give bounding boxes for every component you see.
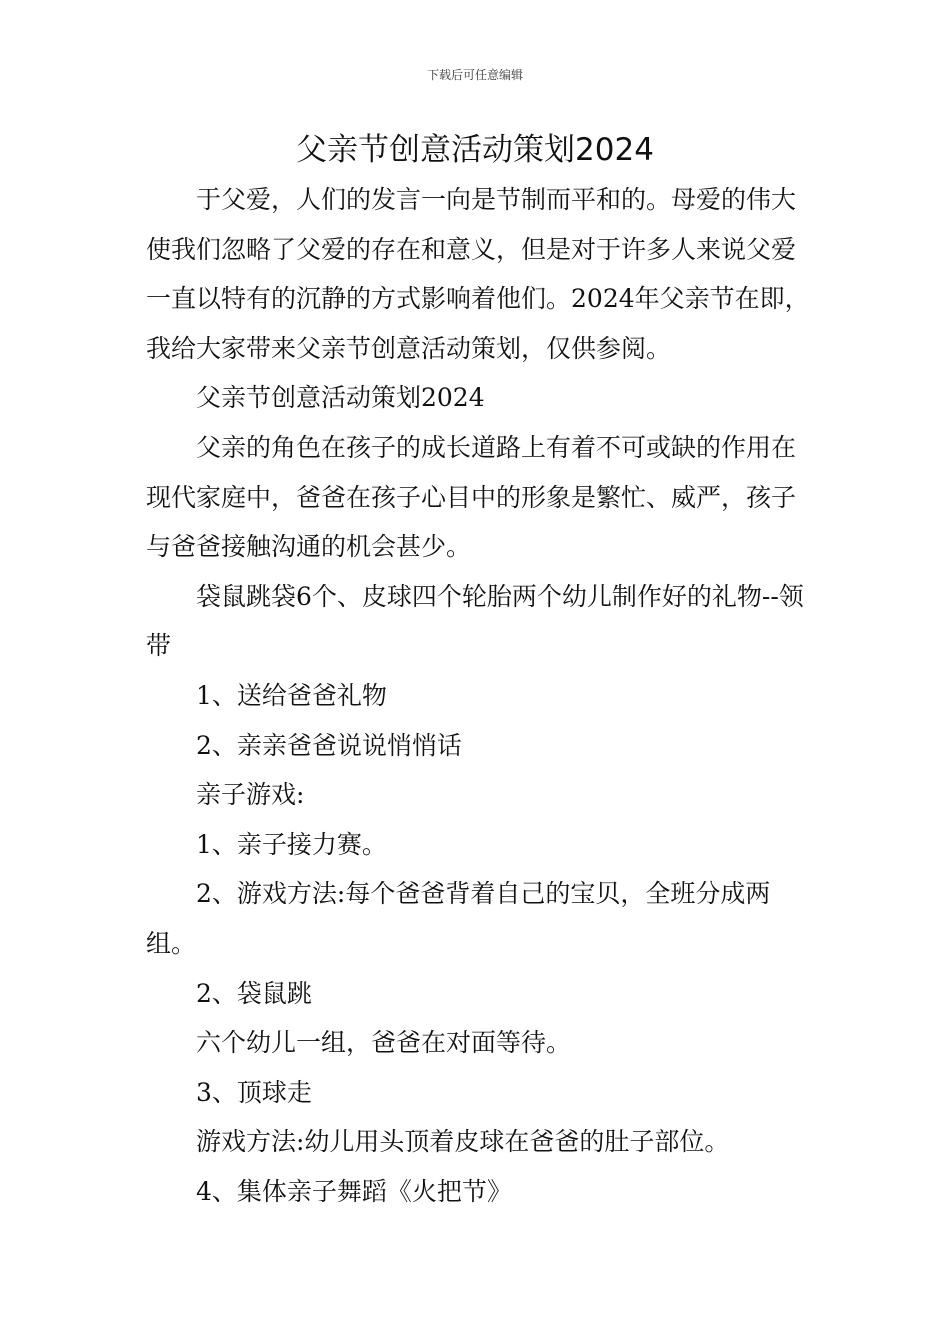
list-item-gift: 1、送给爸爸礼物 xyxy=(196,680,387,710)
list-item-ball: 3、顶球走 xyxy=(196,1077,312,1107)
paragraph-intro: 于父爱，人们的发言一向是节制而平和的。母爱的伟大使我们忽略了父爱的存在和意义，但是对于许多人来说父爱一直以特有的沉静的方式影响着他们。2024年父亲节在即，我给大家带来父亲节创意活动策划，仅供参阅。 xyxy=(146,185,810,363)
paragraph-subtitle: 父亲节创意活动策划2024 xyxy=(196,383,485,413)
list-item-dance: 4、集体亲子舞蹈《火把节》 xyxy=(196,1176,512,1206)
section-heading-games: 亲子游戏: xyxy=(196,780,305,810)
list-item-kangaroo: 2、袋鼠跳 xyxy=(196,978,312,1008)
header-note: 下载后可任意编辑 xyxy=(426,68,523,82)
list-item-relay: 1、亲子接力赛。 xyxy=(196,829,387,859)
paragraph-materials: 袋鼠跳袋6个、皮球四个轮胎两个幼儿制作好的礼物--领带 xyxy=(146,581,804,661)
paragraph-father-role: 父亲的角色在孩子的成长道路上有着不可或缺的作用在现代家庭中，爸爸在孩子心目中的形象是繁忙、威严，孩子与爸爸接触沟通的机会甚少。 xyxy=(146,432,797,562)
document-title: 父亲节创意活动策划2024 xyxy=(296,132,654,168)
document-body xyxy=(146,175,810,1216)
list-item-relay-method: 2、游戏方法:每个爸爸背着自己的宝贝，全班分成两组。 xyxy=(146,879,771,958)
list-item-kangaroo-desc: 六个幼儿一组，爸爸在对面等待。 xyxy=(196,1028,572,1058)
list-item-whisper: 2、亲亲爸爸说说悄悄话 xyxy=(196,730,462,760)
list-item-ball-method: 游戏方法:幼儿用头顶着皮球在爸爸的肚子部位。 xyxy=(196,1127,730,1157)
